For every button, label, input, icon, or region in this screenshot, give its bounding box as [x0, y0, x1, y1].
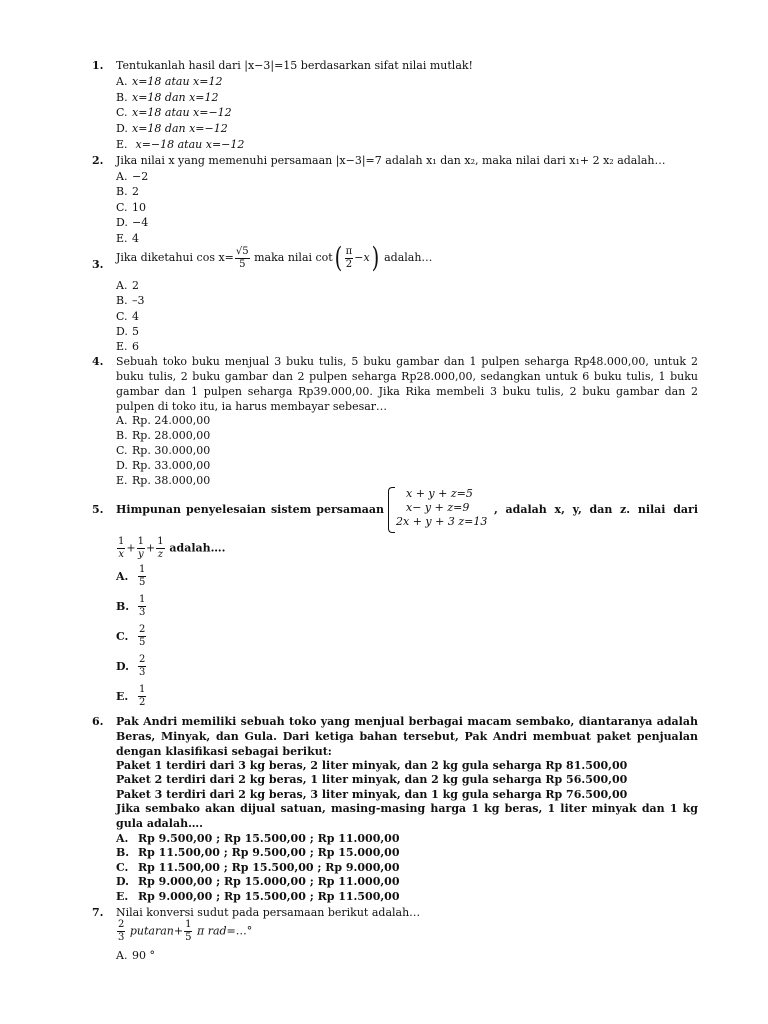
question-number: 6. [92, 715, 104, 728]
option-a: A. 90 ° [116, 949, 155, 962]
option-e: E. Rp. 38.000,00 [116, 474, 211, 487]
question-stem: Nilai konversi sudut pada persamaan berikut adalah… [116, 906, 421, 919]
option-c: C. 10 [116, 201, 146, 214]
option-b: B. Rp 11.500,00 ; Rp 9.500,00 ; Rp 15.000,00 [116, 846, 400, 859]
question-number: 5. [92, 503, 104, 516]
option-c: C. Rp 11.500,00 ; Rp 15.500,00 ; Rp 9.000,00 [116, 861, 400, 874]
question-number: 1. [92, 59, 104, 72]
option-d: D. $\frac{2}{3}$ [116, 654, 146, 678]
angle-expression: $\frac{2}{3}$ putaran+ $\frac{1}{5}$ π rad=…° [118, 919, 253, 943]
cos-fraction: $\frac{√5}{5}$ [235, 245, 249, 270]
option-c: C. x=18 atau x=−12 [116, 106, 232, 119]
option-d: D. x=18 dan x=−12 [116, 122, 228, 135]
option-e: E. $\frac{1}{2}$ [116, 684, 146, 708]
option-c: C. $\frac{2}{5}$ [116, 624, 146, 648]
option-e: E. Rp 9.000,00 ; Rp 15.500,00 ; Rp 11.500,00 [116, 890, 400, 903]
option-c: C. Rp. 30.000,00 [116, 444, 211, 457]
sum-expression: $\frac{1}{x}+$ $\frac{1}{y}+$ $\frac{1}{z}$ adalah…. [118, 536, 226, 560]
option-b: B. Rp. 28.000,00 [116, 429, 211, 442]
option-b: B. $\frac{1}{3}$ [116, 594, 146, 618]
equation-3: 2x + y + 3 z=13 [396, 515, 488, 528]
option-e: E. 6 [116, 340, 139, 353]
option-d: D. −4 [116, 216, 149, 229]
question-stem: Tentukanlah hasil dari |x−3|=15 berdasarkan sifat nilai mutlak! [116, 59, 473, 72]
left-brace [388, 487, 395, 533]
option-a: A. 2 [116, 279, 139, 292]
question-stem: Jika nilai x yang memenuhi persamaan |x−3|=7 adalah x₁ dan x₂, maka nilai dari x₁+ 2 x₂ adalah… [116, 154, 666, 167]
question-number: 2. [92, 154, 104, 167]
equation-2: x− y + z=9 [406, 501, 470, 514]
option-a: A. Rp. 24.000,00 [116, 414, 211, 427]
package-2-line: Paket 2 terdiri dari 2 kg beras, 1 liter minyak, dan 2 kg gula seharga Rp 56.500,00 [116, 773, 628, 786]
equation-1: x + y + z=5 [406, 487, 473, 500]
question-number: 3. [92, 258, 104, 271]
question-stem-continued: , adalah x, y, dan z. nilai dari [494, 503, 698, 516]
option-e: E. 4 [116, 232, 139, 245]
question-stem: Himpunan penyelesaian sistem persamaan [116, 503, 384, 516]
package-3-line: Paket 3 terdiri dari 2 kg beras, 3 liter minyak, dan 1 kg gula seharga Rp 76.500,00 [116, 788, 628, 801]
option-d: D. Rp. 33.000,00 [116, 459, 211, 472]
option-a: A. $\frac{1}{5}$ [116, 564, 146, 588]
option-d: D. Rp 9.000,00 ; Rp 15.000,00 ; Rp 11.000,00 [116, 875, 400, 888]
option-b: B. 2 [116, 185, 139, 198]
question-stem: Pak Andri memiliki sebuah toko yang menjual berbagai macam sembako, diantaranya adalah Beras, Minyak, dan Gula. Dari ketiga bahan tersebut, Pak Andri membuat paket penjualan dengan klasifikasi sebagai berikut: [116, 715, 698, 758]
question-prompt: Jika sembako akan dijual satuan, masing-masing harga 1 kg beras, 1 liter minyak dan 1 kg gula adalah…. [116, 802, 698, 830]
option-a: A. Rp 9.500,00 ; Rp 15.500,00 ; Rp 11.000,00 [116, 832, 400, 845]
option-a: A. −2 [116, 170, 149, 183]
option-b: B. –3 [116, 294, 145, 307]
cot-fraction: $\frac{\pi}{2}$ [345, 245, 353, 270]
option-d: D. 5 [116, 325, 139, 338]
question-number: 7. [92, 906, 104, 919]
equation-system [388, 487, 498, 533]
question-stem: Jika diketahui cos x= $\frac{√5}{5}$ maka nilai cot( $\frac{\pi}{2}$ −x) adalah… [116, 241, 433, 274]
package-1-line: Paket 1 terdiri dari 3 kg beras, 2 liter minyak, dan 2 kg gula seharga Rp 81.500,00 [116, 759, 628, 772]
option-c: C. 4 [116, 310, 139, 323]
option-b: B. x=18 dan x=12 [116, 91, 219, 104]
question-number: 4. [92, 355, 104, 368]
option-a: A. x=18 atau x=12 [116, 75, 223, 88]
question-stem: Sebuah toko buku menjual 3 buku tulis, 5 buku gambar dan 1 pulpen seharga Rp48.000,00, untuk 2 buku tulis, 2 buku gambar dan 2 pulpen seharga Rp28.000,00, sedangkan untuk 6 buku tulis, 1 buku gambar dan 1 pulpen seharga Rp39.000,00. Jika Rika membeli 3 buku tulis, 2 buku gambar dan 2 pulpen di toko itu, ia harus membayar sebesar… [116, 355, 698, 413]
option-e: E. x=−18 atau x=−12 [116, 138, 245, 151]
